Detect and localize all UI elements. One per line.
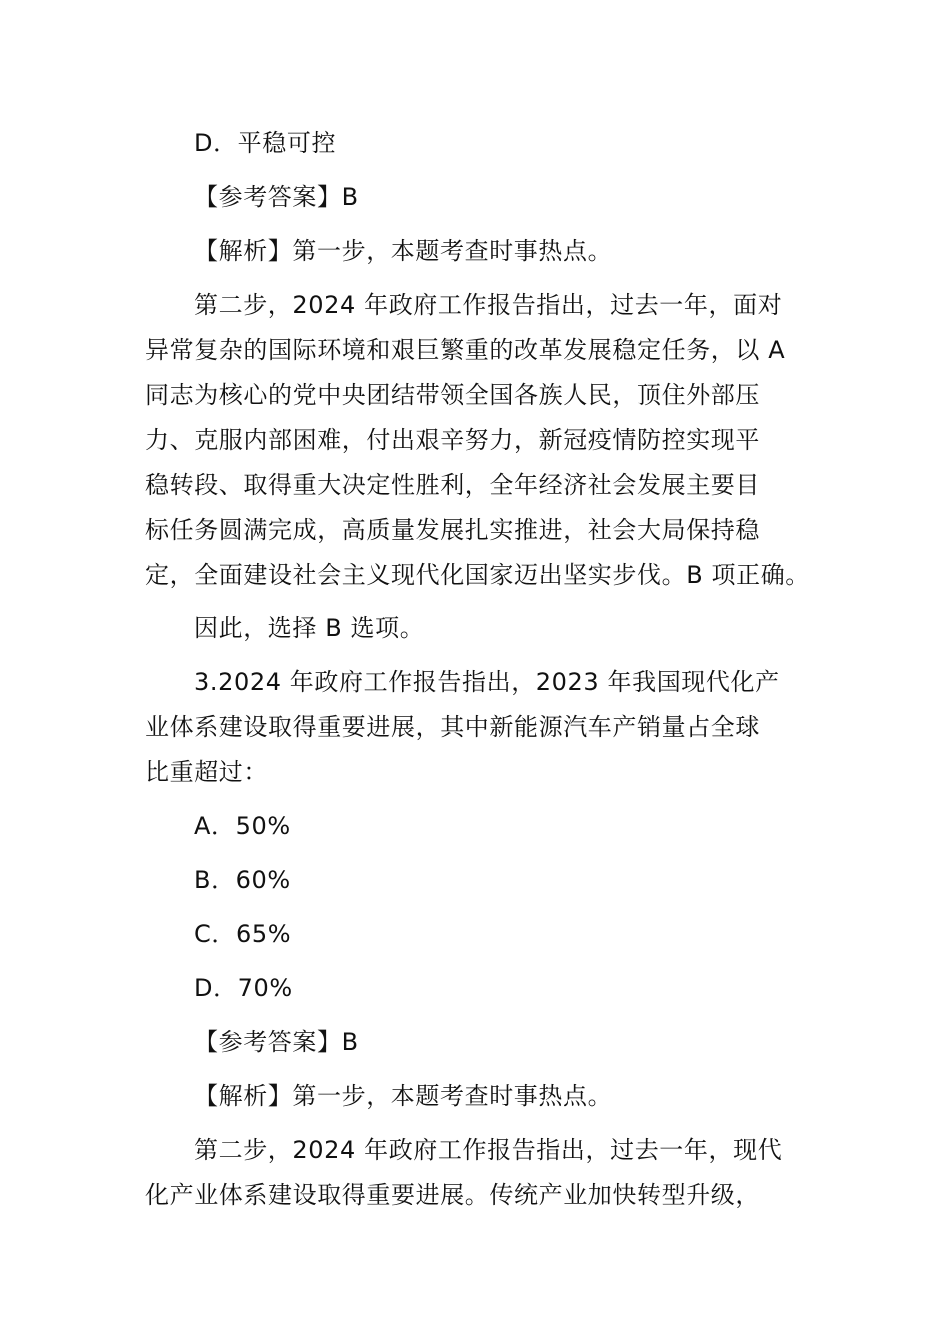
option-c: C．65% — [194, 920, 292, 948]
option-d: D．70% — [194, 974, 293, 1002]
reference-answer: 【参考答案】B — [194, 1028, 359, 1056]
reference-answer: 【参考答案】B — [194, 183, 359, 211]
paragraph-line: 化产业体系建设取得重要进展。传统产业加快转型升级， — [145, 1181, 760, 1209]
analysis-step-one: 【解析】第一步，本题考查时事热点。 — [194, 1082, 613, 1110]
analysis-step-two-line: 第二步，2024 年政府工作报告指出，过去一年，面对 — [194, 291, 783, 319]
option-b: B．60% — [194, 866, 291, 894]
analysis-step-one: 【解析】第一步，本题考查时事热点。 — [194, 237, 613, 265]
conclusion-line: 因此，选择 B 选项。 — [194, 614, 425, 642]
question-3-line: 3.2024 年政府工作报告指出，2023 年我国现代化产 — [194, 668, 780, 696]
paragraph-line: 同志为核心的党中央团结带领全国各族人民，顶住外部压 — [145, 381, 760, 409]
analysis-step-two-line: 第二步，2024 年政府工作报告指出，过去一年，现代 — [194, 1136, 783, 1164]
paragraph-line: 稳转段、取得重大决定性胜利，全年经济社会发展主要目 — [145, 471, 760, 499]
paragraph-line: 定，全面建设社会主义现代化国家迈出坚实步伐。B 项正确。 — [145, 561, 810, 589]
option-a: A．50% — [194, 812, 291, 840]
paragraph-line: 异常复杂的国际环境和艰巨繁重的改革发展稳定任务，以 A — [145, 336, 786, 364]
paragraph-line: 力、克服内部困难，付出艰辛努力，新冠疫情防控实现平 — [145, 426, 760, 454]
question-3-line: 业体系建设取得重要进展，其中新能源汽车产销量占全球 — [145, 713, 760, 741]
question-3-line: 比重超过： — [145, 758, 268, 786]
paragraph-line: 标任务圆满完成，高质量发展扎实推进，社会大局保持稳 — [145, 516, 760, 544]
option-d-previous: D．平稳可控 — [194, 129, 337, 157]
